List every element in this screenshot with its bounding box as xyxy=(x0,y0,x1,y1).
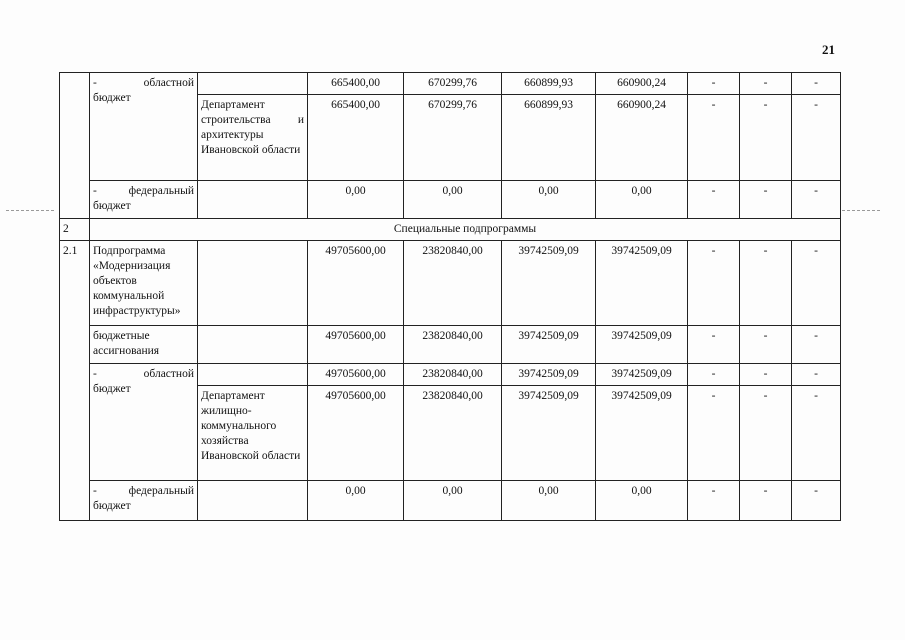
dash-cell: - xyxy=(688,363,740,385)
budget-table xyxy=(59,72,841,521)
table-row-oblast-budget-2 xyxy=(60,363,841,385)
label-word: областной xyxy=(143,367,194,380)
dash-cell: - xyxy=(740,363,792,385)
subprogram-number: 2.1 xyxy=(60,240,90,520)
dash-cell: - xyxy=(688,180,740,218)
dash-cell: - xyxy=(792,480,841,520)
value-cell: 49705600,00 xyxy=(308,363,404,385)
page-number: 21 xyxy=(822,42,835,57)
label-cell-federal xyxy=(90,180,198,218)
value-cell: 0,00 xyxy=(308,480,404,520)
value-cell: 0,00 xyxy=(404,180,502,218)
value-cell: 49705600,00 xyxy=(308,385,404,480)
executor-cell xyxy=(198,480,308,520)
label-dash: - xyxy=(93,77,97,89)
dash-cell: - xyxy=(792,363,841,385)
dept-name-word: и xyxy=(297,113,304,126)
dash-cell: - xyxy=(792,385,841,480)
subprogram-title: Подпрограмма «Модернизация объектов коммунальной инфраструктуры» xyxy=(90,240,198,325)
label-cell-allocations: бюджетные ассигнования xyxy=(90,325,198,363)
value-cell: 39742509,09 xyxy=(502,363,596,385)
value-cell: 0,00 xyxy=(308,180,404,218)
label-cell-oblast xyxy=(90,73,198,181)
label-tail: бюджет xyxy=(93,199,131,212)
value-cell: 39742509,09 xyxy=(596,363,688,385)
label-dash: - xyxy=(93,484,97,497)
table-row-allocations xyxy=(60,325,841,363)
value-cell: 0,00 xyxy=(502,480,596,520)
scan-artifact-right xyxy=(842,210,880,211)
dash-cell: - xyxy=(740,240,792,325)
dash-cell: - xyxy=(688,73,740,95)
executor-cell xyxy=(198,73,308,95)
value-cell: 23820840,00 xyxy=(404,325,502,363)
section-number: 2 xyxy=(60,218,90,240)
dept-name-line: Департамент xyxy=(201,98,265,111)
dash-cell: - xyxy=(792,94,841,180)
dept-name-word: строительства xyxy=(201,113,271,126)
value-cell: 670299,76 xyxy=(404,73,502,95)
dash-cell: - xyxy=(740,325,792,363)
table-row-federal-budget xyxy=(60,180,841,218)
table-row-oblast-budget xyxy=(60,73,841,95)
value-cell: 23820840,00 xyxy=(404,240,502,325)
value-cell: 0,00 xyxy=(596,180,688,218)
dash-cell: - xyxy=(688,480,740,520)
table-row-subprogram xyxy=(60,240,841,325)
label-dash: - xyxy=(93,367,97,380)
executor-cell-housing: Департамент жилищно-коммунального хозяйства Ивановской области xyxy=(198,385,308,480)
executor-cell xyxy=(198,363,308,385)
value-cell: 660899,93 xyxy=(502,73,596,95)
dash-cell: - xyxy=(792,325,841,363)
executor-cell xyxy=(198,240,308,325)
value-cell: 665400,00 xyxy=(308,94,404,180)
value-cell: 670299,76 xyxy=(404,94,502,180)
value-cell: 23820840,00 xyxy=(404,385,502,480)
value-cell: 23820840,00 xyxy=(404,363,502,385)
row-number-cell xyxy=(60,73,90,219)
dash-cell: - xyxy=(740,385,792,480)
value-cell: 660899,93 xyxy=(502,94,596,180)
dept-name-rest: архитектуры Ивановской области xyxy=(201,128,301,156)
executor-cell-construction xyxy=(198,94,308,180)
dash-cell: - xyxy=(792,240,841,325)
value-cell: 660900,24 xyxy=(596,73,688,95)
table-row-section-header xyxy=(60,218,841,240)
dash-cell: - xyxy=(688,240,740,325)
value-cell: 39742509,09 xyxy=(596,240,688,325)
label-dash: - xyxy=(93,184,97,197)
dash-cell: - xyxy=(792,73,841,95)
dash-cell: - xyxy=(688,94,740,180)
dash-cell: - xyxy=(792,180,841,218)
dash-cell: - xyxy=(740,73,792,95)
value-cell: 49705600,00 xyxy=(308,240,404,325)
label-tail: бюджет xyxy=(93,91,131,104)
value-cell: 0,00 xyxy=(404,480,502,520)
section-title: Специальные подпрограммы xyxy=(90,218,841,240)
label-word: федеральный xyxy=(128,184,194,197)
label-word: федеральный xyxy=(128,484,194,497)
dash-cell: - xyxy=(740,94,792,180)
executor-cell xyxy=(198,325,308,363)
value-cell: 39742509,09 xyxy=(596,325,688,363)
value-cell: 660900,24 xyxy=(596,94,688,180)
executor-cell xyxy=(198,180,308,218)
dash-cell: - xyxy=(688,385,740,480)
scan-artifact-left xyxy=(6,210,54,211)
value-cell: 0,00 xyxy=(502,180,596,218)
dash-cell: - xyxy=(740,480,792,520)
value-cell: 0,00 xyxy=(596,480,688,520)
value-cell: 39742509,09 xyxy=(502,385,596,480)
dash-cell: - xyxy=(688,325,740,363)
table-row-federal-budget-2 xyxy=(60,480,841,520)
label-cell-oblast-2 xyxy=(90,363,198,480)
value-cell: 39742509,09 xyxy=(502,240,596,325)
value-cell: 39742509,09 xyxy=(596,385,688,480)
value-cell: 49705600,00 xyxy=(308,325,404,363)
label-tail: бюджет xyxy=(93,499,131,512)
label-cell-federal-2 xyxy=(90,480,198,520)
label-word: областной xyxy=(143,77,194,89)
value-cell: 665400,00 xyxy=(308,73,404,95)
dash-cell: - xyxy=(740,180,792,218)
value-cell: 39742509,09 xyxy=(502,325,596,363)
label-tail: бюджет xyxy=(93,382,131,395)
